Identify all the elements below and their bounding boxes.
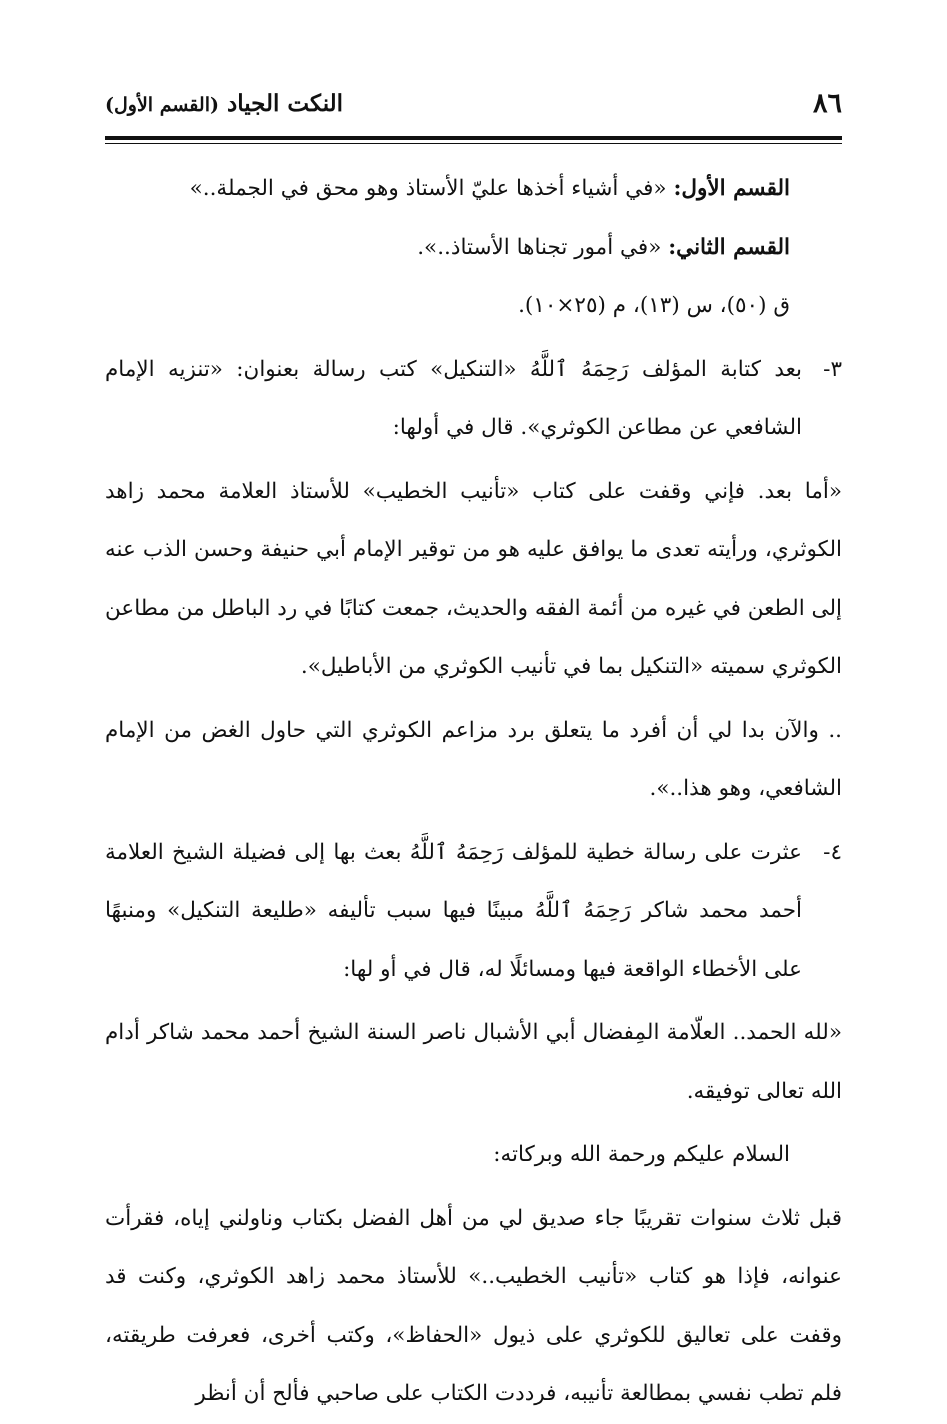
part-two-line (105, 219, 842, 278)
quote-2-paragraph-1: «لله الحمد.. العلّامة المِفضال أبي الأشبال ناصر السنة الشيخ أحمد محمد شاكر أدام الله تعالى توفيقه. (105, 1020, 842, 1104)
body-text (105, 160, 842, 1424)
part-two-text: «في أمور تجناها الأستاذ..». (417, 234, 662, 260)
item-3 (105, 341, 842, 458)
manuscript-info: ق (٥٠)، س (١٣)، م (٢٥×١٠). (518, 293, 790, 318)
quote-2-greeting: السلام عليكم ورحمة الله وبركاته: (493, 1142, 790, 1167)
quote-1-paragraph-2: .. والآن بدا لي أن أفرد ما يتعلق برد مزاعم الكوثري التي حاول الغض من الإمام الشافعي، وهو هذا..». (105, 717, 842, 801)
book-title: النكت الجياد (226, 90, 344, 117)
item-4-number: ٤- (823, 839, 842, 865)
page-number: ٨٦ (812, 88, 842, 119)
part-one-line (105, 160, 842, 219)
running-title (105, 90, 343, 117)
item-4-text: عثرت على رسالة خطية للمؤلف رَحِمَهُ ٱللَّهُ بعث بها إلى فضيلة الشيخ العلامة أحمد محمد شاكر رَحِمَهُ ٱللَّهُ مبينًا فيها سبب تأليفه «طليعة التنكيل» ومنبهًا على الأخطاء الواقعة فيها ومسائلًا له، قال في أو لها: (105, 839, 802, 982)
quote-2-paragraph-2: قبل ثلاث سنوات تقريبًا جاء صديق لي من أهل الفضل بكتاب وناولني إياه، فقرأت عنوانه، فإذا هو كتاب «تأنيب الخطيب..» للأستاذ محمد زاهد الكوثري، وكنت قد وقفت على تعاليق للكوثري على ذيول «الحفاظ»، وكتب أخرى، فعرفت طريقته، فلم تطب نفسي بمطالعة تأنيبه، فرددت الكتاب على صاحبي فألح أن أنظر (105, 1205, 842, 1406)
part-two-label: القسم الثاني: (668, 234, 790, 260)
book-part: (القسم الأول) (105, 94, 219, 116)
item-3-text: بعد كتابة المؤلف رَحِمَهُ ٱللَّهُ «التنكيل» كتب رسالة بعنوان: «تنزيه الإمام الشافعي عن مطاعن الكوثري». قال في أولها: (105, 356, 802, 440)
item-4 (105, 824, 842, 1000)
item-3-number: ٣- (823, 356, 842, 382)
part-one-text: «في أشياء أخذها عليّ الأستاذ وهو محق في الجملة..» (189, 176, 667, 201)
part-one-label: القسم الأول: (673, 176, 790, 201)
page-header (105, 88, 842, 128)
quote-1-paragraph-1: «أما بعد. فإني وقفت على كتاب «تأنيب الخطيب» للأستاذ العلامة محمد زاهد الكوثري، ورأيته تعدى ما يوافق عليه هو من توقير الإمام أبي حنيفة وحسن الذب عنه إلى الطعن في غيره من أئمة الفقه والحديث، جمعت كتابًا في رد الباطل من مطاعن الكوثري سميته «التنكيل بما في تأنيب الكوثري من الأباطيل». (105, 478, 842, 679)
header-rule-thin (105, 143, 842, 144)
header-rule-thick (105, 136, 842, 140)
